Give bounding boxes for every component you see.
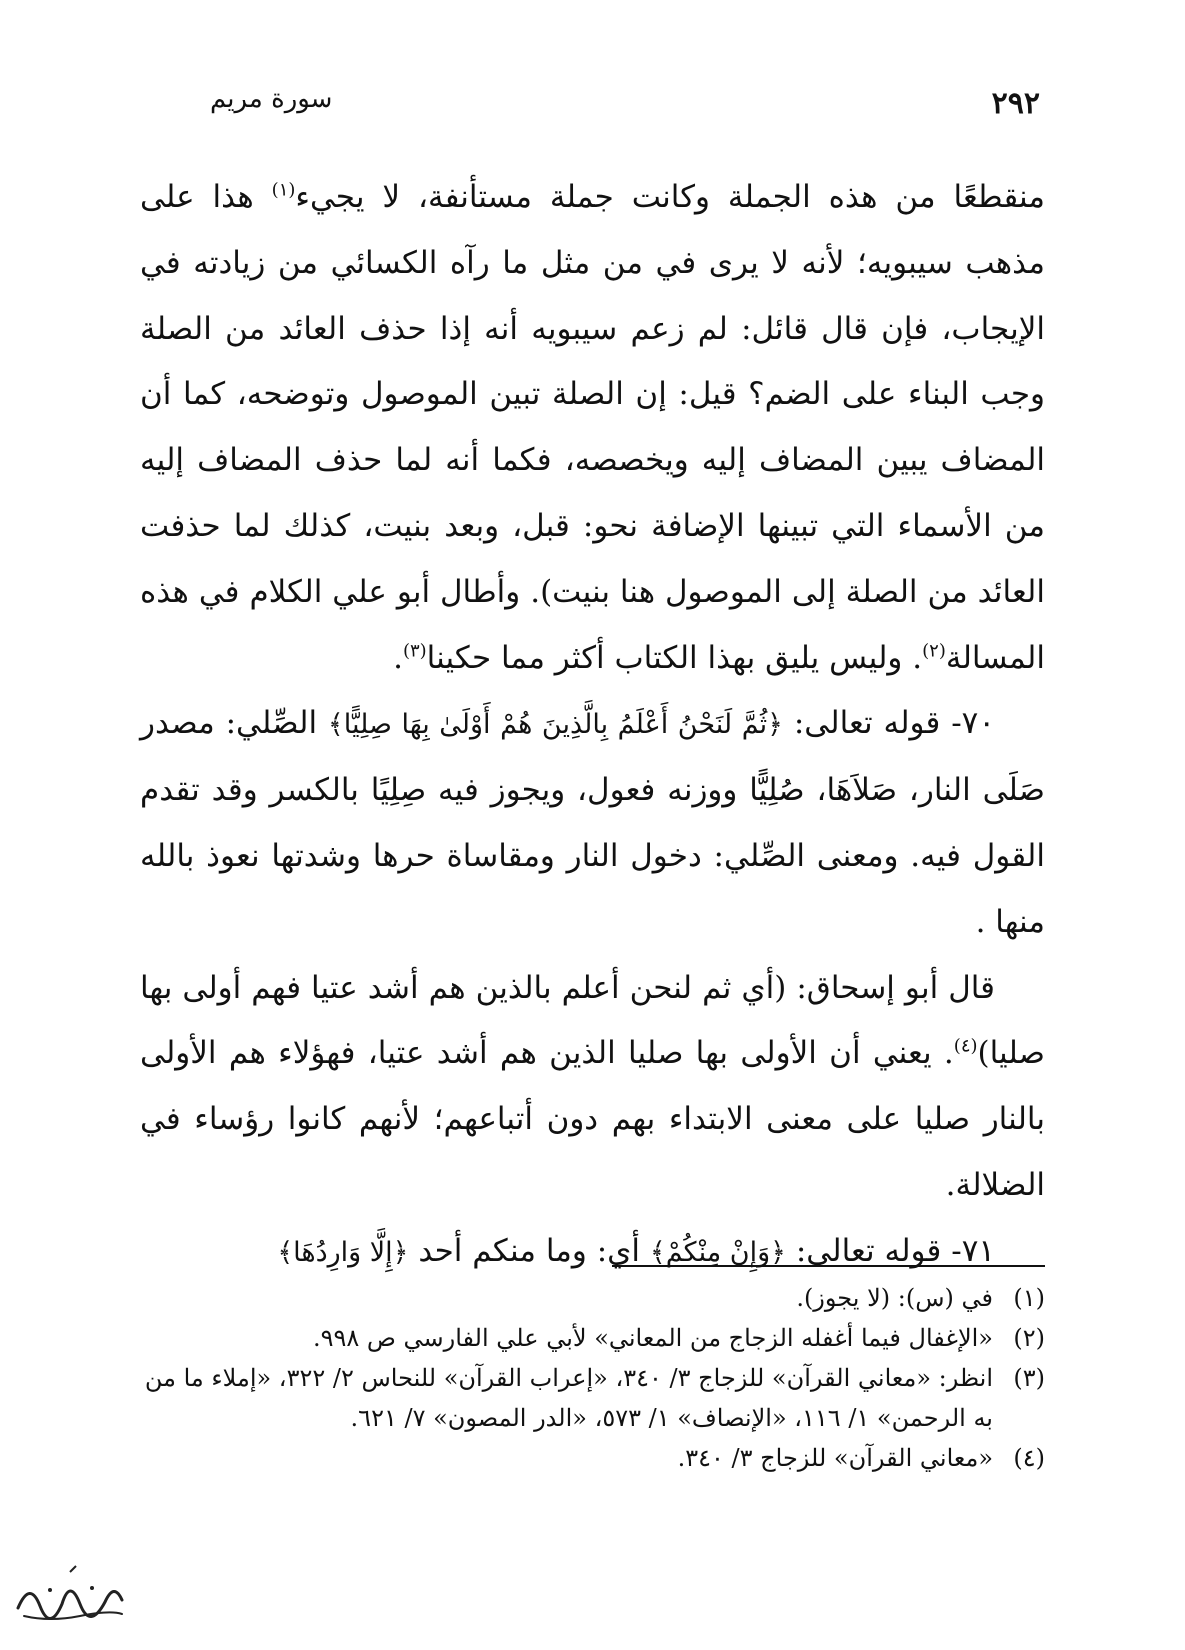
body-text bbox=[140, 165, 1045, 1286]
footnote-ref-4: (٤) bbox=[953, 1036, 978, 1058]
footnote-text: «الإغفال فيما أغفله الزجاج من المعاني» لأبي علي الفارسي ص ٩٩٨. bbox=[312, 1324, 993, 1352]
footnote-1 bbox=[140, 1278, 1045, 1318]
calligraphy-watermark-logo bbox=[10, 1560, 130, 1630]
abu-ishaq-text-a: قال أبو إسحاق: (أي ثم لنحن أعلم بالذين هم أشد عتيا فهم أولى بها صليا) bbox=[140, 969, 1045, 1072]
footnote-4 bbox=[140, 1438, 1045, 1478]
footnote-text: في (س): (لا يجوز). bbox=[796, 1284, 993, 1312]
footnote-ref-1: (١) bbox=[271, 179, 296, 201]
footnote-text: انظر: «معاني القرآن» للزجاج ٣/ ٣٤٠، «إعراب القرآن» للنحاس ٢/ ٣٢٢، «إملاء ما من به الرحمن» ١/ ١١٦، «الإنصاف» ١/ ٥٧٣، «الدر المصون» ٧/ ٦٢١. bbox=[144, 1364, 993, 1432]
paragraph-1-text-c: . وليس يليق بهذا الكتاب أكثر مما حكينا bbox=[426, 639, 923, 676]
footnotes bbox=[140, 1278, 1045, 1478]
paragraph-verse-70 bbox=[140, 691, 1045, 955]
paragraph-abu-ishaq bbox=[140, 956, 1045, 1219]
paragraph-verse-71 bbox=[140, 1219, 1045, 1286]
page-header bbox=[210, 80, 1040, 130]
footnote-separator bbox=[612, 1265, 1045, 1267]
footnote-ref-3: (٣) bbox=[402, 640, 427, 662]
footnote-number: (١) bbox=[1013, 1284, 1045, 1312]
quran-quote-71a: ﴿وَإِنْ مِنْكُمْ﴾ bbox=[649, 1236, 786, 1268]
paragraph-1 bbox=[140, 165, 1045, 691]
footnote-number: (٢) bbox=[1013, 1324, 1045, 1352]
page-number: ٢٩٢ bbox=[991, 86, 1040, 121]
footnote-ref-2: (٢) bbox=[922, 640, 946, 662]
footnote-number: (٣) bbox=[1013, 1364, 1045, 1392]
footnote-3 bbox=[140, 1358, 1045, 1438]
running-title: سورة مريم bbox=[210, 84, 333, 114]
verse-71-mid: أي: وما منكم أحد bbox=[408, 1232, 650, 1269]
footnote-number: (٤) bbox=[1013, 1444, 1045, 1472]
paragraph-1-text-b: هذا على مذهب سيبويه؛ لأنه لا يرى في من مثل ما رآه الكسائي من زيادته في الإيجاب، فإن قال قائل: لم زعم سيبويه أنه إذا حذف العائد من الصلة وجب البناء على الضم؟ قيل: إن الصلة تبين الموصول وتوضحه، كما أن المضاف يبين المضاف إليه ويخصصه، فكما أنه لما حذف المضاف إليه من الأسماء التي تبينها الإضافة نحو: قبل، وبعد بنيت، كذلك لما حذفت العائد من الصلة إلى الموصول هنا بنيت). وأطال أبو علي الكلام في هذه المسالة bbox=[140, 179, 1045, 676]
paragraph-1-text-d: . bbox=[393, 639, 403, 676]
paragraph-1-text-a: منقطعًا من هذه الجملة وكانت جملة مستأنفة، لا يجيء bbox=[295, 179, 1045, 215]
abu-ishaq-text-b: . يعني أن الأولى بها صليا الذين هم أشد عتيا، فهؤلاء هم الأولى بالنار صليا على معنى الابتداء بهم دون أتباعهم؛ لأنهم كانوا رؤساء في الضلالة. bbox=[140, 1035, 1045, 1203]
verse-70-commentary: الصِّلي: مصدر صَلَى النار، صَلاَهَا، صُلِيًّا ووزنه فعول، ويجوز فيه صِلِيًا بالكسر وقد تقدم القول فيه. ومعنى الصِّلي: دخول النار ومقاساة حرها وشدتها نعوذ بالله منها . bbox=[140, 705, 1045, 940]
verse-70-lead: ٧٠- قوله تعالى: bbox=[783, 705, 995, 742]
quran-quote-71b: ﴿إِلَّا وَارِدُهَا﴾ bbox=[277, 1236, 409, 1268]
footnote-text: «معاني القرآن» للزجاج ٣/ ٣٤٠. bbox=[677, 1444, 993, 1472]
verse-71-lead: ٧١- قوله تعالى: bbox=[785, 1232, 995, 1269]
quran-quote-70: ﴿ثُمَّ لَنَحْنُ أَعْلَمُ بِالَّذِينَ هُمْ أَوْلَىٰ بِهَا صِلِيًّا﴾ bbox=[327, 709, 784, 741]
footnote-2 bbox=[140, 1318, 1045, 1358]
